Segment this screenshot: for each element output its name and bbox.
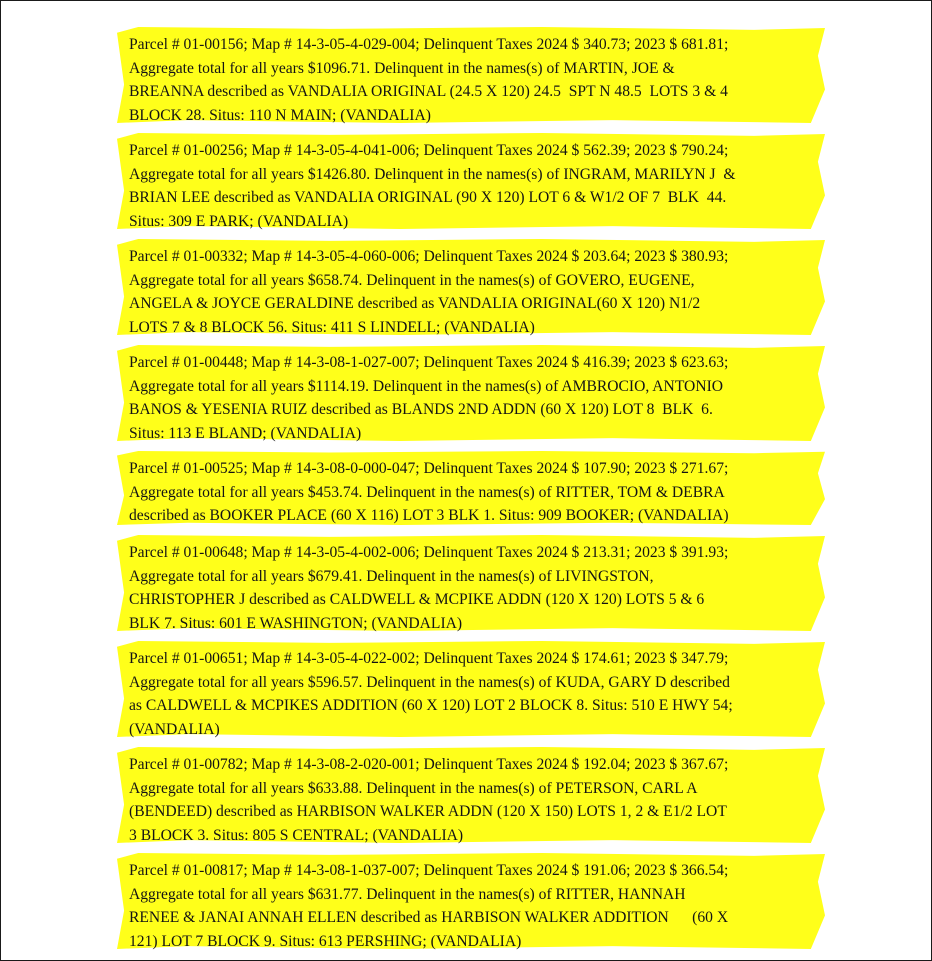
listing-line: 3 BLOCK 3. Situs: 805 S CENTRAL; (VANDALIA) [129, 826, 464, 844]
listing-line: Situs: 309 E PARK; (VANDALIA) [129, 212, 349, 230]
listing-line: Situs: 113 E BLAND; (VANDALIA) [129, 424, 362, 442]
listing-line: Parcel # 01-00651; Map # 14-3-05-4-022-002; Delinquent Taxes 2024 $ 174.61; 2023 $ 347.79; [129, 650, 729, 667]
listing-line: Aggregate total for all years $679.41. Delinquent in the names(s) of LIVINGSTON, [129, 567, 654, 585]
listing-line: BANOS & YESENIA RUIZ described as BLANDS 2ND ADDN (60 X 120) LOT 8 BLK 6. [129, 401, 713, 418]
listing-line: Aggregate total for all years $631.77. Delinquent in the names(s) of RITTER, HANNAH [129, 885, 686, 903]
listing-parcel-01-00156 [117, 27, 825, 123]
listing-line: BLOCK 28. Situs: 110 N MAIN; (VANDALIA) [129, 106, 431, 124]
listing-line: Parcel # 01-00156; Map # 14-3-05-4-029-004; Delinquent Taxes 2024 $ 340.73; 2023 $ 681.81; [129, 36, 729, 53]
listing-text [117, 27, 825, 127]
listing-text [117, 239, 825, 339]
listing-parcel-01-00651 [117, 641, 825, 737]
listing-line: 121) LOT 7 BLOCK 9. Situs: 613 PERSHING; (VANDALIA) [129, 932, 522, 950]
listing-line: Aggregate total for all years $1096.71. Delinquent in the names(s) of MARTIN, JOE & [129, 59, 675, 77]
listing-line: (BENDEED) described as HARBISON WALKER ADDN (120 X 150) LOTS 1, 2 & E1/2 LOT [129, 803, 727, 820]
listing-text [117, 747, 825, 847]
listing-text [117, 133, 825, 233]
listing-parcel-01-00782 [117, 747, 825, 843]
listing-line: CHRISTOPHER J described as CALDWELL & MCPIKE ADDN (120 X 120) LOTS 5 & 6 [129, 591, 705, 608]
listing-parcel-01-00817 [117, 853, 825, 949]
listing-parcel-01-00525 [117, 451, 825, 525]
listing-line: ANGELA & JOYCE GERALDINE described as VANDALIA ORIGINAL(60 X 120) N1/2 [129, 295, 701, 312]
listing-line: Aggregate total for all years $596.57. Delinquent in the names(s) of KUDA, GARY D described [129, 673, 730, 691]
listing-line: (VANDALIA) [129, 720, 220, 738]
listing-line: as CALDWELL & MCPIKES ADDITION (60 X 120) LOT 2 BLOCK 8. Situs: 510 E HWY 54; [129, 697, 733, 714]
listing-line: Aggregate total for all years $1114.19. Delinquent in the names(s) of AMBROCIO, ANTONIO [129, 377, 724, 395]
listing-text [117, 853, 825, 953]
listing-text [117, 345, 825, 445]
listing-parcel-01-00332 [117, 239, 825, 335]
listing-line: BRIAN LEE described as VANDALIA ORIGINAL (90 X 120) LOT 6 & W1/2 OF 7 BLK 44. [129, 189, 727, 206]
listing-line: Parcel # 01-00525; Map # 14-3-08-0-000-047; Delinquent Taxes 2024 $ 107.90; 2023 $ 271.67; [129, 460, 729, 477]
listing-parcel-01-00648 [117, 535, 825, 631]
listing-parcel-01-00256 [117, 133, 825, 229]
listing-line: Aggregate total for all years $453.74. Delinquent in the names(s) of RITTER, TOM & DEBRA [129, 483, 725, 501]
listing-line: Parcel # 01-00332; Map # 14-3-05-4-060-006; Delinquent Taxes 2024 $ 203.64; 2023 $ 380.93; [129, 248, 729, 265]
listing-line: Aggregate total for all years $633.88. Delinquent in the names(s) of PETERSON, CARL A [129, 779, 698, 797]
listing-line: RENEE & JANAI ANNAH ELLEN described as HARBISON WALKER ADDITION (60 X [129, 909, 729, 926]
listing-line: Parcel # 01-00448; Map # 14-3-08-1-027-007; Delinquent Taxes 2024 $ 416.39; 2023 $ 623.63; [129, 354, 729, 371]
listing-line: BREANNA described as VANDALIA ORIGINAL (24.5 X 120) 24.5 SPT N 48.5 LOTS 3 & 4 [129, 83, 728, 100]
listing-line: BLK 7. Situs: 601 E WASHINGTON; (VANDALIA) [129, 614, 463, 632]
listing-line: Aggregate total for all years $1426.80. Delinquent in the names(s) of INGRAM, MARILYN J & [129, 165, 736, 183]
listing-line: Parcel # 01-00817; Map # 14-3-08-1-037-007; Delinquent Taxes 2024 $ 191.06; 2023 $ 366.54; [129, 862, 729, 879]
listing-text [117, 535, 825, 635]
listing-text [117, 641, 825, 741]
listing-line: Parcel # 01-00256; Map # 14-3-05-4-041-006; Delinquent Taxes 2024 $ 562.39; 2023 $ 790.24; [129, 142, 729, 159]
listing-line: Parcel # 01-00782; Map # 14-3-08-2-020-001; Delinquent Taxes 2024 $ 192.04; 2023 $ 367.67; [129, 756, 729, 773]
listing-line: Parcel # 01-00648; Map # 14-3-05-4-002-006; Delinquent Taxes 2024 $ 213.31; 2023 $ 391.93; [129, 544, 729, 561]
listing-text [117, 451, 825, 528]
listing-line: LOTS 7 & 8 BLOCK 56. Situs: 411 S LINDELL; (VANDALIA) [129, 318, 535, 336]
listing-line: described as BOOKER PLACE (60 X 116) LOT 3 BLK 1. Situs: 909 BOOKER; (VANDALIA) [129, 507, 729, 524]
listing-parcel-01-00448 [117, 345, 825, 441]
listing-line: Aggregate total for all years $658.74. Delinquent in the names(s) of GOVERO, EUGENE, [129, 271, 695, 289]
